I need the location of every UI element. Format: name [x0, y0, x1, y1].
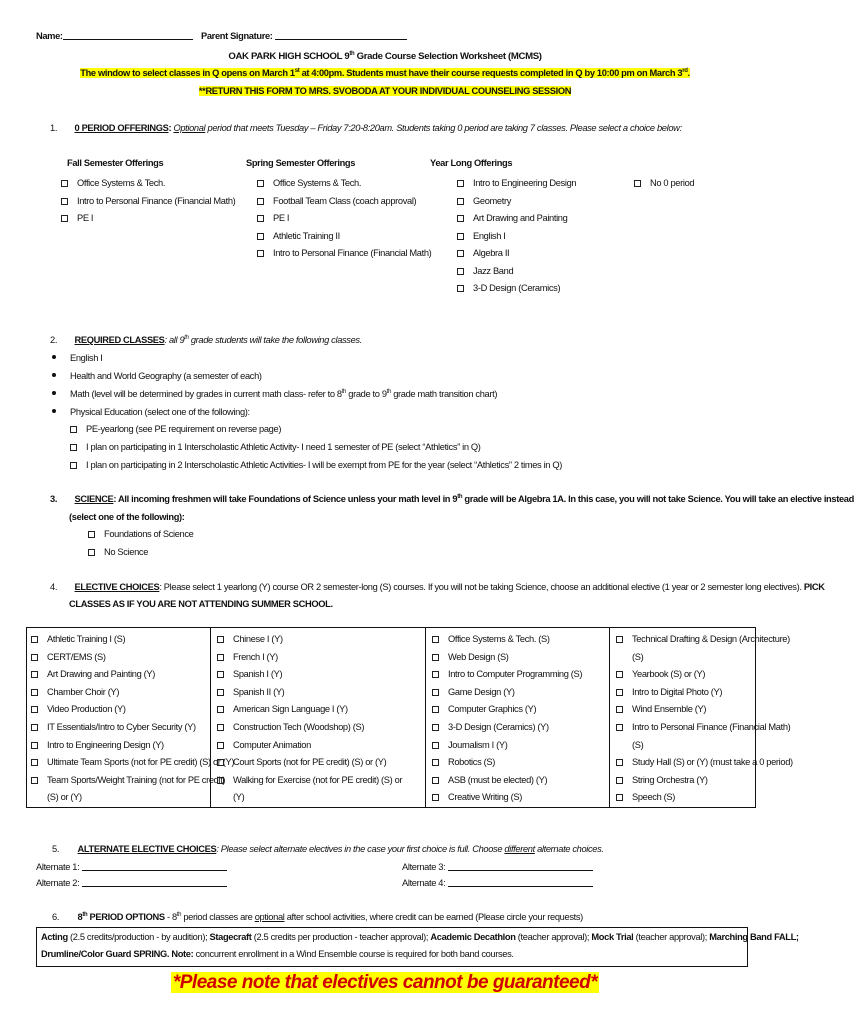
elective-option[interactable]: Spanish I (Y) — [217, 669, 282, 679]
elective-option[interactable]: Chamber Choir (Y) — [31, 687, 119, 697]
elective-option[interactable]: Robotics (S) — [432, 757, 495, 767]
elective-option[interactable]: Chinese I (Y) — [217, 634, 283, 644]
checkbox-icon[interactable] — [432, 671, 439, 678]
checkbox-icon[interactable] — [31, 742, 38, 749]
checkbox-icon[interactable] — [457, 180, 464, 187]
bullet-icon — [52, 355, 56, 359]
elective-option[interactable]: Court Sports (not for PE credit) (S) or (Y) — [217, 757, 386, 767]
year-title: Year Long Offerings — [430, 158, 513, 168]
spring-option[interactable]: PE I — [257, 213, 289, 223]
checkbox-icon[interactable] — [432, 724, 439, 731]
year-option[interactable]: Art Drawing and Painting — [457, 213, 567, 223]
elective-option[interactable]: 3-D Design (Ceramics) (Y) — [432, 722, 549, 732]
checkbox-icon[interactable] — [616, 671, 623, 678]
fall-option[interactable]: Intro to Personal Finance (Financial Math) — [61, 196, 235, 206]
required-class-item: Health and World Geography (a semester of each) — [52, 371, 262, 381]
checkbox-icon[interactable] — [457, 285, 464, 292]
eighth-period-box — [36, 927, 799, 967]
spring-option[interactable]: Athletic Training II — [257, 231, 340, 241]
checkbox-icon[interactable] — [257, 233, 264, 240]
section-2-heading: 2. REQUIRED CLASSES: all 9th grade students will take the following classes. — [50, 335, 362, 345]
fall-option[interactable]: PE I — [61, 213, 93, 223]
checkbox-icon[interactable] — [31, 777, 38, 784]
checkbox-icon[interactable] — [432, 742, 439, 749]
name-field[interactable] — [63, 30, 193, 40]
section-1-heading: 1. 0 PERIOD OFFERINGS: Optional period that meets Tuesday – Friday 7:20-8:20am. Students taking 0 period are taking 7 classes. Please select a choice below: — [50, 123, 682, 133]
elective-option[interactable]: Ultimate Team Sports (not for PE credit) (S) or (Y) — [31, 757, 234, 767]
elective-option[interactable]: Technical Drafting & Design (Architecture) — [616, 634, 790, 644]
section-4-line2: CLASSES AS IF YOU ARE NOT ATTENDING SUMMER SCHOOL. — [69, 599, 333, 609]
checkbox-icon[interactable] — [31, 759, 38, 766]
elective-option[interactable]: Walking for Exercise (not for PE credit) (S) or — [217, 775, 402, 785]
checkbox-icon[interactable] — [432, 689, 439, 696]
checkbox-icon[interactable] — [432, 706, 439, 713]
bullet-icon — [52, 373, 56, 377]
alternate-4[interactable]: Alternate 4: — [402, 877, 593, 888]
checkbox-icon[interactable] — [31, 654, 38, 661]
elective-option[interactable]: Construction Tech (Woodshop) (S) — [217, 722, 364, 732]
spring-option[interactable]: Intro to Personal Finance (Financial Math) — [257, 248, 431, 258]
checkbox-icon[interactable] — [217, 777, 224, 784]
elective-option-continued: (S) — [632, 651, 644, 662]
fall-title: Fall Semester Offerings — [67, 158, 164, 168]
spring-option[interactable]: Football Team Class (coach approval) — [257, 196, 416, 206]
elective-option-continued: (S) or (Y) — [47, 792, 82, 803]
elective-option[interactable]: String Orchestra (Y) — [616, 775, 708, 785]
checkbox-icon[interactable] — [31, 706, 38, 713]
checkbox-icon[interactable] — [217, 636, 224, 643]
required-class-item: English I — [52, 353, 103, 363]
elective-option[interactable]: Journalism I (Y) — [432, 740, 508, 750]
elective-option[interactable]: Athletic Training I (S) — [31, 634, 125, 644]
checkbox-icon[interactable] — [31, 689, 38, 696]
year-option[interactable]: 3-D Design (Ceramics) — [457, 283, 560, 293]
eighth-period-option-name[interactable]: Acting — [41, 932, 68, 942]
spring-option[interactable]: Office Systems & Tech. — [257, 178, 361, 188]
checkbox-icon[interactable] — [432, 777, 439, 784]
section-6-heading: 6. 8th PERIOD OPTIONS - 8th period classes are optional after school activities, where credit can be earned (Please circle your requests) — [52, 912, 583, 922]
elective-option-continued: (S) — [632, 739, 644, 750]
eighth-period-option-name[interactable]: Mock Trial — [591, 932, 634, 942]
elective-option[interactable]: Spanish II (Y) — [217, 687, 284, 697]
checkbox-icon[interactable] — [70, 426, 77, 433]
eighth-period-option-name[interactable]: Academic Decathlon — [430, 932, 516, 942]
year-option[interactable]: Algebra II — [457, 248, 509, 258]
checkbox-icon[interactable] — [616, 794, 623, 801]
checkbox-icon[interactable] — [432, 654, 439, 661]
eighth-period-option-name[interactable]: Stagecraft — [209, 932, 252, 942]
elective-option[interactable]: Web Design (S) — [432, 652, 509, 662]
page-title: OAK PARK HIGH SCHOOL 9th Grade Course Selection Worksheet (MCMS) — [228, 51, 542, 62]
section-3-line2: (select one of the following): — [69, 512, 185, 522]
parent-signature-field[interactable] — [275, 30, 407, 40]
checkbox-icon[interactable] — [217, 706, 224, 713]
bullet-icon — [52, 409, 56, 413]
elective-column-4 — [610, 628, 793, 807]
elective-option[interactable]: Video Production (Y) — [31, 704, 126, 714]
checkbox-icon[interactable] — [31, 671, 38, 678]
checkbox-icon[interactable] — [217, 759, 224, 766]
eighth-period-option-name[interactable]: Marching Band FALL; — [709, 932, 799, 942]
checkbox-icon[interactable] — [432, 794, 439, 801]
checkbox-icon[interactable] — [217, 742, 224, 749]
return-notice: **RETURN THIS FORM TO MRS. SVOBODA AT YOUR INDIVIDUAL COUNSELING SESSION — [198, 86, 572, 96]
checkbox-icon[interactable] — [616, 759, 623, 766]
alternate-4-field[interactable] — [448, 877, 593, 887]
checkbox-icon[interactable] — [457, 233, 464, 240]
year-option[interactable]: Geometry — [457, 196, 511, 206]
checkbox-icon[interactable] — [61, 198, 68, 205]
checkbox-icon[interactable] — [257, 215, 264, 222]
checkbox-icon[interactable] — [257, 198, 264, 205]
alternate-1-field[interactable] — [82, 861, 227, 871]
checkbox-icon[interactable] — [616, 777, 623, 784]
checkbox-icon[interactable] — [88, 549, 95, 556]
elective-grid — [26, 627, 793, 808]
bullet-icon — [52, 391, 56, 395]
pe-option[interactable]: I plan on participating in 2 Interscholastic Athletic Activities- I will be exempt from PE for the year (select “Athletics” 2 times in Q) — [70, 460, 562, 470]
fall-option[interactable]: Office Systems & Tech. — [61, 178, 165, 188]
checkbox-icon[interactable] — [88, 531, 95, 538]
elective-column-3 — [426, 628, 610, 807]
required-class-item: Math (level will be determined by grades in current math class- refer to 8th grade to 9th grade math transition chart) — [52, 389, 497, 399]
section-5-heading: 5. ALTERNATE ELECTIVE CHOICES: Please select alternate electives in the case your first choice is full. Choose different alternate choices. — [52, 844, 604, 854]
checkbox-icon[interactable] — [457, 250, 464, 257]
elective-option[interactable]: IT Essentials/Intro to Cyber Security (Y) — [31, 722, 196, 732]
checkbox-icon[interactable] — [257, 250, 264, 257]
alternate-2-field[interactable] — [82, 877, 227, 887]
elective-option[interactable]: CERT/EMS (S) — [31, 652, 106, 662]
alternate-3-field[interactable] — [448, 861, 593, 871]
checkbox-icon[interactable] — [634, 180, 641, 187]
electives-not-guaranteed-notice: *Please note that electives cannot be guaranteed* — [172, 972, 598, 993]
parent-signature-line[interactable]: Parent Signature: — [201, 30, 407, 41]
elective-option[interactable]: Creative Writing (S) — [432, 792, 522, 802]
checkbox-icon[interactable] — [616, 636, 623, 643]
checkbox-icon[interactable] — [217, 724, 224, 731]
elective-option[interactable]: Intro to Personal Finance (Financial Math) — [616, 722, 790, 732]
elective-option[interactable]: Team Sports/Weight Training (not for PE credit) — [31, 775, 225, 785]
checkbox-icon[interactable] — [616, 724, 623, 731]
checkbox-icon[interactable] — [70, 462, 77, 469]
elective-option[interactable]: Game Design (Y) — [432, 687, 515, 697]
section-4-heading: 4. ELECTIVE CHOICES: Please select 1 yearlong (Y) course OR 2 semester-long (S) courses. If you will not be taking Science, choose an additional elective (1 year or 2 semester long electives). PICK — [50, 582, 825, 592]
checkbox-icon[interactable] — [217, 671, 224, 678]
no-zero-period-option[interactable]: No 0 period — [634, 178, 694, 188]
eighth-period-options-line: Acting (2.5 credits/production - by audition); Stagecraft (2.5 credits per production - teacher approval); Academic Decathlon (teacher approval); Mock Trial (teacher approval); Marching Band FALL; — [41, 932, 799, 942]
elective-option[interactable]: Yearbook (S) or (Y) — [616, 669, 705, 679]
elective-option[interactable]: Intro to Digital Photo (Y) — [616, 687, 722, 697]
checkbox-icon[interactable] — [61, 215, 68, 222]
elective-option[interactable]: ASB (must be elected) (Y) — [432, 775, 547, 785]
pe-option[interactable]: PE-yearlong (see PE requirement on reverse page) — [70, 424, 281, 434]
pe-option[interactable]: I plan on participating in 1 Interscholastic Athletic Activity- I need 1 semester of PE (select “Athletics” in Q) — [70, 442, 481, 452]
checkbox-icon[interactable] — [616, 689, 623, 696]
elective-option[interactable]: Art Drawing and Painting (Y) — [31, 669, 155, 679]
checkbox-icon[interactable] — [31, 636, 38, 643]
elective-option[interactable]: Computer Animation — [217, 740, 311, 750]
checkbox-icon[interactable] — [616, 706, 623, 713]
science-option[interactable]: No Science — [88, 547, 148, 557]
elective-option[interactable]: Intro to Computer Programming (S) — [432, 669, 582, 679]
checkbox-icon[interactable] — [31, 724, 38, 731]
elective-option[interactable]: Speech (S) — [616, 792, 675, 802]
required-class-item: Physical Education (select one of the following): — [52, 407, 250, 417]
section-3-heading: 3. SCIENCE: All incoming freshmen will take Foundations of Science unless your math level in 9th grade will be Algebra 1A. In this case, you will not take Science. You will take an elective instead — [50, 494, 854, 504]
elective-option[interactable]: Computer Graphics (Y) — [432, 704, 536, 714]
alternate-2[interactable]: Alternate 2: — [36, 877, 227, 888]
elective-option[interactable]: Study Hall (S) or (Y) (must take a 0 period) — [616, 757, 793, 767]
elective-column-2 — [211, 628, 426, 807]
elective-column-1 — [27, 628, 235, 807]
checkbox-icon[interactable] — [70, 444, 77, 451]
checkbox-icon[interactable] — [217, 689, 224, 696]
year-option[interactable]: Intro to Engineering Design — [457, 178, 576, 188]
checkbox-icon[interactable] — [432, 759, 439, 766]
checkbox-icon[interactable] — [457, 198, 464, 205]
year-option[interactable]: Jazz Band — [457, 266, 513, 276]
science-option[interactable]: Foundations of Science — [88, 529, 193, 539]
elective-option-continued: (Y) — [233, 792, 245, 803]
checkbox-icon[interactable] — [457, 215, 464, 222]
year-option[interactable]: English I — [457, 231, 506, 241]
elective-option[interactable]: Office Systems & Tech. (S) — [432, 634, 550, 644]
elective-option[interactable]: French I (Y) — [217, 652, 278, 662]
checkbox-icon[interactable] — [217, 654, 224, 661]
elective-option[interactable]: Intro to Engineering Design (Y) — [31, 740, 164, 750]
checkbox-icon[interactable] — [257, 180, 264, 187]
checkbox-icon[interactable] — [457, 268, 464, 275]
spring-title: Spring Semester Offerings — [246, 158, 356, 168]
checkbox-icon[interactable] — [432, 636, 439, 643]
elective-option[interactable]: American Sign Language I (Y) — [217, 704, 348, 714]
alternate-1[interactable]: Alternate 1: — [36, 861, 227, 872]
elective-option[interactable]: Wind Ensemble (Y) — [616, 704, 706, 714]
alternate-3[interactable]: Alternate 3: — [402, 861, 593, 872]
checkbox-icon[interactable] — [61, 180, 68, 187]
eighth-period-note-line: Drumline/Color Guard SPRING. Note: concurrent enrollment in a Wind Ensemble course is required for both band courses. — [41, 949, 514, 959]
name-line[interactable]: Name: — [36, 30, 193, 41]
window-notice: The window to select classes in Q opens on March 1st at 4:00pm. Students must have their course requests completed in Q by 10:00 pm on March 3rd. — [80, 68, 690, 78]
